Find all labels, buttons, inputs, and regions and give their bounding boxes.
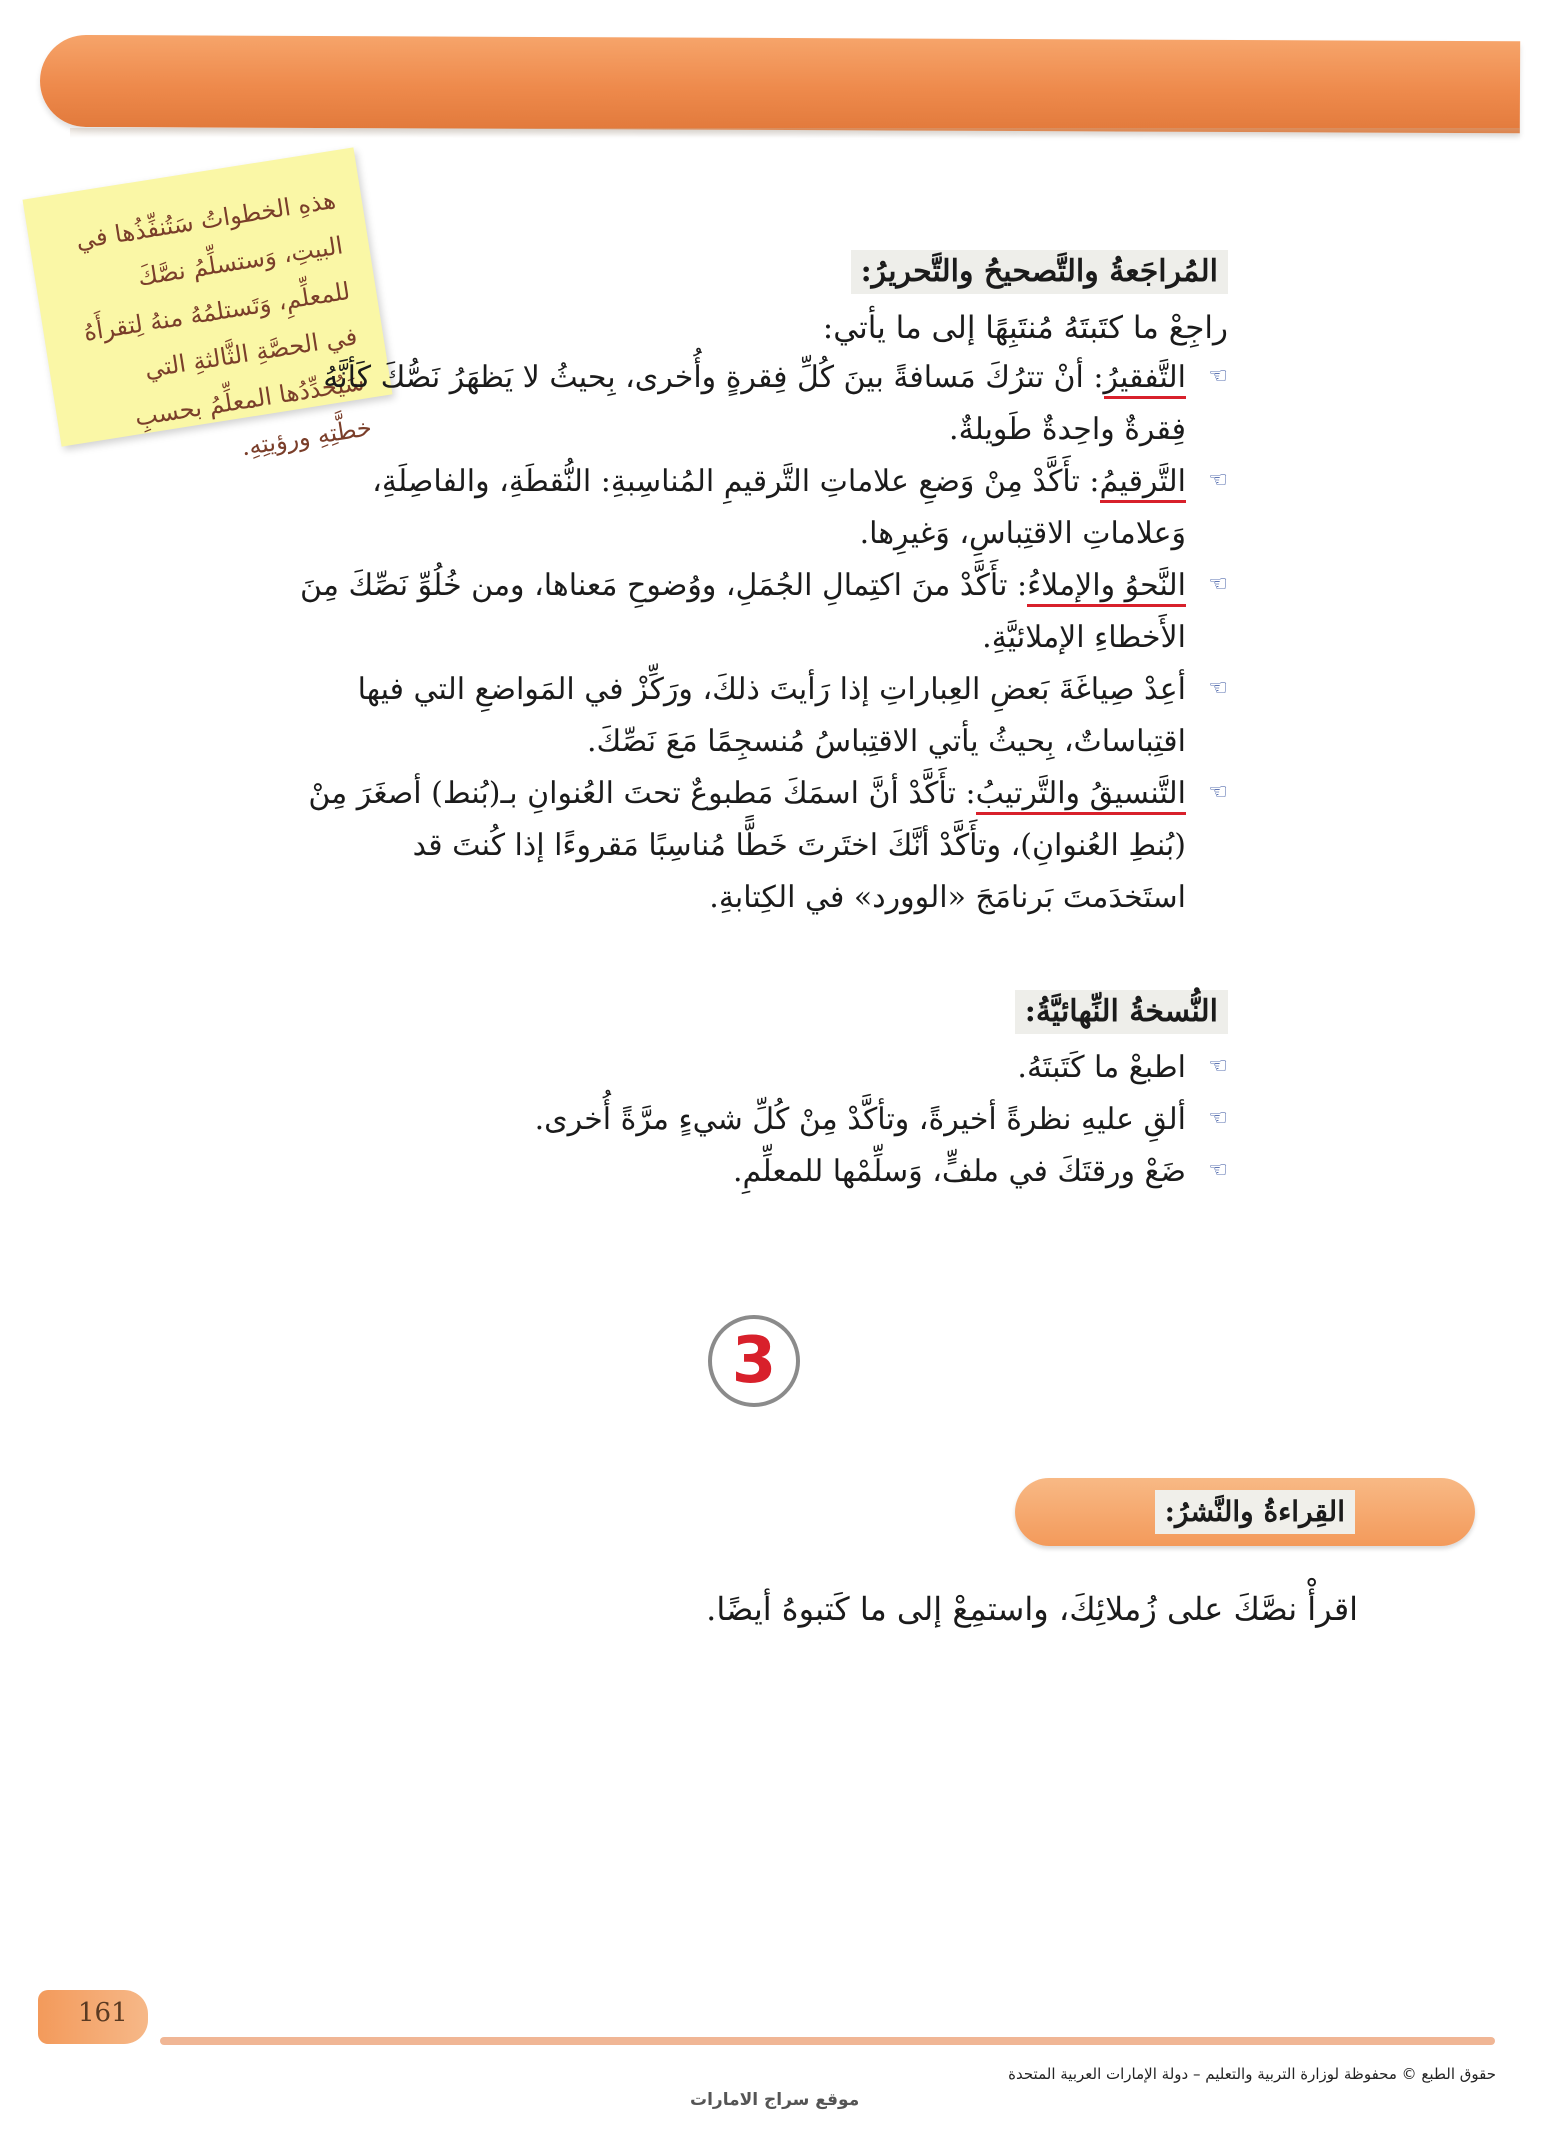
final-copy-heading: النُّسخةُ النِّهائيَّةُ: [1015,990,1228,1034]
revision-text: : أنْ تترُكَ مَسافةً بينَ كُلِّ فِقرةٍ وأُخرى، بِحيثُ لا يَظهَرُ نَصُّكَ كَأنَّهُ فِقرةٌ واحِدةٌ طَويلةٌ. [323,360,1186,447]
revision-section [298,250,1228,924]
revision-item [298,352,1228,456]
final-copy-text: اطبعْ ما كَتَبتَهُ. [1017,1050,1186,1085]
reading-heading-pill [1015,1478,1475,1546]
revision-item [298,768,1228,924]
final-copy-item [298,1094,1228,1146]
copyright-notice: حقوق الطبع © محفوظة لوزارة التربية والتعليم – دولة الإمارات العربية المتحدة [1008,2065,1496,2083]
revision-text: : تأَكَّدْ مِنْ وَضعِ علاماتِ التَّرقيمِ المُناسِبةِ: النُّقطَةِ، والفاصِلَةِ، وَعلاماتِ الاقتِباسِ، وَغيرِها. [372,464,1186,551]
hand-pointer-icon: ☜ [1208,1158,1228,1183]
revision-text: : تأَكَّدْ منَ اكتِمالِ الجُمَلِ، ووُضوحِ مَعناها، ومن خُلُوِّ نَصِّكَ مِنَ الأَخطاءِ الإملائيَّةِ. [300,568,1186,655]
header-band [40,35,1520,133]
hand-pointer-icon: ☜ [1208,1054,1228,1079]
revision-term: النَّحوُ والإملاءُ [1027,568,1186,607]
final-copy-item [298,1042,1228,1094]
final-copy-text: ضَعْ ورقتَكَ في ملفٍّ، وَسلِّمْها للمعلِّمِ. [732,1154,1186,1189]
revision-text: : تأَكَّدْ أنَّ اسمَكَ مَطبوعٌ تحتَ العُنوانِ بـ(بُنط) أصغَرَ مِنْ (بُنطِ العُنوانِ)، وتأَكَّدْ أنَّكَ اختَرتَ خَطًّا مُناسِبًا مَقروءًا إذا كُنتَ قد استَخدَمتَ بَرنامَجَ «الوورد» في الكِتابةِ. [308,776,1186,915]
revision-term: التَّنسيقُ والتَّرتيبُ [976,776,1186,815]
sticky-note-text: هذهِ الخطواتُ سَتُنفِّذُها في البيتِ، وَستسلِّمُ نصَّكَ للمعلِّمِ، وَتَستلمُهُ منهُ لِتقرأَهُ في الحصَّةِ الثَّالثةِ التي سَيُحدِّدُها المعلِّمُ بحسبِ خطَّتِهِ ورؤيتِهِ. [74,185,374,462]
hand-pointer-icon: ☜ [1208,1106,1228,1131]
revision-heading: المُراجَعةُ والتَّصحيحُ والتَّحريرُ: [851,250,1228,294]
revision-term: التَّرقيمُ [1100,464,1186,503]
hand-pointer-icon: ☜ [1208,780,1228,805]
hand-pointer-icon: ☜ [1208,364,1228,389]
revision-item [298,560,1228,664]
page-number: 161 [78,1998,128,2028]
revision-list [298,352,1228,924]
revision-item [298,664,1228,768]
hand-pointer-icon: ☜ [1208,676,1228,701]
footer-rule [160,2037,1495,2045]
site-watermark-footer: موقع سراج الامارات [690,2090,860,2110]
hand-pointer-icon: ☜ [1208,572,1228,597]
reading-instruction: اقرأْ نصَّكَ على زُملائِكَ، واستمِعْ إلى ما كَتبوهُ أيضًا. [706,1590,1358,1628]
revision-intro: راجِعْ ما كتَبتَهُ مُنتَبِهًا إلى ما يأتي: [822,310,1228,346]
step-number: 3 [731,1324,777,1398]
header-band-shadow [70,128,1520,138]
step-number-badge [708,1315,800,1407]
final-copy-item [298,1146,1228,1198]
final-copy-list [298,1042,1228,1198]
hand-pointer-icon: ☜ [1208,468,1228,493]
final-copy-section [298,990,1228,1198]
revision-text: أعِدْ صِياغَةَ بَعضِ العِباراتِ إذا رَأيتَ ذلكَ، ورَكِّزْ في المَواضعِ التي فيها اقتِباساتٌ، بِحيثُ يأتي الاقتِباسُ مُنسجِمًا مَعَ نَصِّكَ. [357,672,1186,759]
final-copy-text: ألقِ عليهِ نظرةً أخيرةً، وتأكَّدْ مِنْ كُلِّ شيءٍ مرَّةً أُخرى. [534,1102,1186,1137]
reading-heading: القِراءةُ والنَّشرُ: [1155,1490,1355,1534]
revision-term: التَّفقيرُ [1104,360,1187,399]
revision-item [298,456,1228,560]
